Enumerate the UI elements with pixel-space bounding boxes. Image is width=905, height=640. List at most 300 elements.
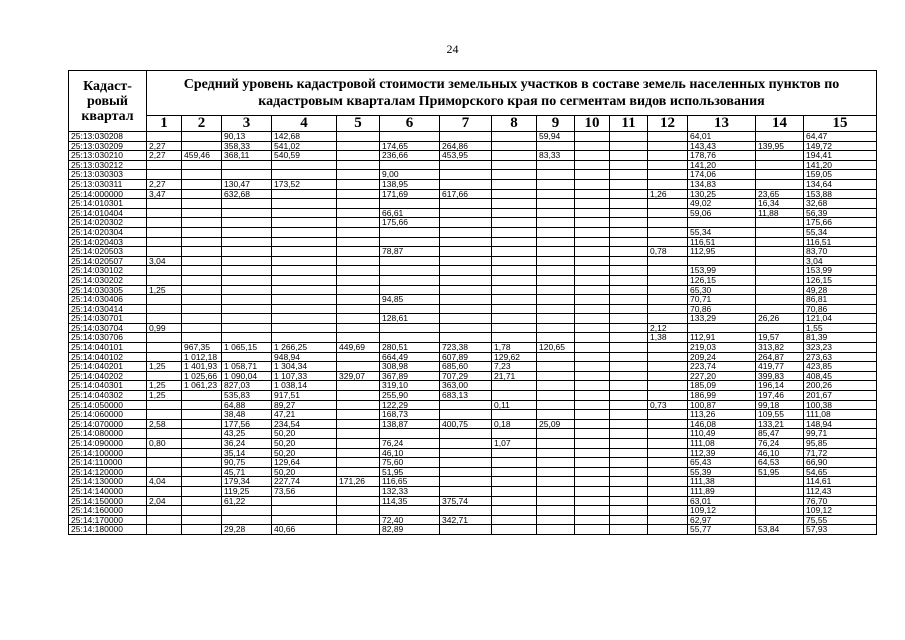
value-cell-segment-13: 133,29 [688,314,756,324]
value-cell-segment-15: 112,43 [804,486,877,496]
value-cell-segment-14: 196,14 [756,381,804,391]
table-body [69,132,877,535]
cadastral-quarter-cell: 25:14:060000 [69,410,147,420]
table-row [69,170,877,180]
table-row [69,506,877,516]
segment-header-8: 8 [492,116,537,132]
table-row [69,256,877,266]
value-cell-segment-15: 95,85 [804,439,877,449]
value-cell-segment-8: 1,07 [492,439,537,449]
value-cell-segment-5 [337,496,380,506]
value-cell-segment-10 [575,208,610,218]
value-cell-segment-2 [182,391,222,401]
value-cell-segment-12 [648,477,688,487]
value-cell-segment-12 [648,295,688,305]
value-cell-segment-2 [182,333,222,343]
value-cell-segment-11 [610,467,648,477]
value-cell-segment-3 [222,227,272,237]
value-cell-segment-4 [272,227,337,237]
value-cell-segment-14 [756,275,804,285]
cadastral-quarter-cell: 25:14:020403 [69,237,147,247]
value-cell-segment-2 [182,218,222,228]
value-cell-segment-8 [492,218,537,228]
value-cell-segment-15: 56,39 [804,208,877,218]
value-cell-segment-7 [440,477,492,487]
value-cell-segment-11 [610,275,648,285]
cadastral-quarter-cell: 25:13:030210 [69,151,147,161]
value-cell-segment-3: 90,75 [222,458,272,468]
cadastral-quarter-cell: 25:14:160000 [69,506,147,516]
value-cell-segment-9 [537,227,575,237]
value-cell-segment-12 [648,285,688,295]
value-cell-segment-7: 617,66 [440,189,492,199]
cadastral-quarter-cell: 25:14:180000 [69,525,147,535]
value-cell-segment-11 [610,525,648,535]
value-cell-segment-6 [380,199,440,209]
value-cell-segment-10 [575,496,610,506]
value-cell-segment-15: 100,38 [804,400,877,410]
segment-header-2: 2 [182,116,222,132]
value-cell-segment-4: 50,20 [272,467,337,477]
value-cell-segment-11 [610,429,648,439]
value-cell-segment-8 [492,314,537,324]
value-cell-segment-7 [440,199,492,209]
value-cell-segment-5 [337,333,380,343]
table-row [69,237,877,247]
value-cell-segment-7 [440,410,492,420]
value-cell-segment-15: 111,08 [804,410,877,420]
value-cell-segment-13: 227,20 [688,371,756,381]
value-cell-segment-9: 120,65 [537,343,575,353]
value-cell-segment-3: 1 090,04 [222,371,272,381]
value-cell-segment-3 [222,247,272,257]
table-row [69,343,877,353]
cadastral-quarter-cell: 25:14:040102 [69,352,147,362]
value-cell-segment-10 [575,448,610,458]
table-row [69,333,877,343]
table-row [69,515,877,525]
value-cell-segment-9 [537,141,575,151]
value-cell-segment-1: 1,25 [147,381,182,391]
value-cell-segment-4 [272,275,337,285]
value-cell-segment-11 [610,439,648,449]
value-cell-segment-5: 329,07 [337,371,380,381]
value-cell-segment-2 [182,458,222,468]
value-cell-segment-13: 65,43 [688,458,756,468]
value-cell-segment-5 [337,275,380,285]
value-cell-segment-9 [537,506,575,516]
value-cell-segment-13: 146,08 [688,419,756,429]
value-cell-segment-8 [492,179,537,189]
value-cell-segment-1 [147,515,182,525]
value-cell-segment-9 [537,323,575,333]
value-cell-segment-2 [182,237,222,247]
value-cell-segment-10 [575,132,610,142]
cadastral-quarter-cell: 25:14:150000 [69,496,147,506]
value-cell-segment-14: 19,57 [756,333,804,343]
value-cell-segment-12 [648,237,688,247]
value-cell-segment-9: 25,09 [537,419,575,429]
value-cell-segment-8 [492,304,537,314]
cadastral-quarter-cell: 25:13:030212 [69,160,147,170]
value-cell-segment-13: 112,91 [688,333,756,343]
table-row [69,247,877,257]
cadastral-quarter-cell: 25:14:020302 [69,218,147,228]
value-cell-segment-3: 35,14 [222,448,272,458]
value-cell-segment-6: 319,10 [380,381,440,391]
value-cell-segment-2 [182,208,222,218]
table-row [69,132,877,142]
value-cell-segment-12 [648,439,688,449]
value-cell-segment-2 [182,486,222,496]
value-cell-segment-14: 99,18 [756,400,804,410]
value-cell-segment-5 [337,189,380,199]
cadastral-quarter-cell: 25:14:170000 [69,515,147,525]
value-cell-segment-11 [610,486,648,496]
value-cell-segment-15: 83,70 [804,247,877,257]
value-cell-segment-1 [147,227,182,237]
segment-header-5: 5 [337,116,380,132]
table-row [69,208,877,218]
value-cell-segment-9 [537,218,575,228]
value-cell-segment-4: 89,27 [272,400,337,410]
value-cell-segment-4 [272,208,337,218]
value-cell-segment-15: 49,28 [804,285,877,295]
table-row [69,179,877,189]
table-row [69,304,877,314]
cadastral-quarter-cell: 25:14:070000 [69,419,147,429]
value-cell-segment-6: 280,51 [380,343,440,353]
value-cell-segment-14: 76,24 [756,439,804,449]
value-cell-segment-7: 375,74 [440,496,492,506]
table-row [69,141,877,151]
value-cell-segment-3: 119,25 [222,486,272,496]
table-row [69,410,877,420]
value-cell-segment-13: 130,25 [688,189,756,199]
value-cell-segment-7 [440,179,492,189]
value-cell-segment-2: 1 012,18 [182,352,222,362]
value-cell-segment-6: 78,87 [380,247,440,257]
table-row [69,199,877,209]
value-cell-segment-1: 0,99 [147,323,182,333]
value-cell-segment-11 [610,132,648,142]
value-cell-segment-6 [380,227,440,237]
value-cell-segment-3: 36,24 [222,439,272,449]
value-cell-segment-6: 9,00 [380,170,440,180]
value-cell-segment-11 [610,199,648,209]
cadastral-quarter-cell: 25:13:030209 [69,141,147,151]
value-cell-segment-1 [147,266,182,276]
value-cell-segment-4: 129,64 [272,458,337,468]
value-cell-segment-3 [222,275,272,285]
value-cell-segment-10 [575,256,610,266]
value-cell-segment-12 [648,208,688,218]
value-cell-segment-13: 109,12 [688,506,756,516]
value-cell-segment-12 [648,170,688,180]
value-cell-segment-1: 2,58 [147,419,182,429]
segment-header-12: 12 [648,116,688,132]
value-cell-segment-7: 683,13 [440,391,492,401]
value-cell-segment-1 [147,333,182,343]
value-cell-segment-8 [492,486,537,496]
value-cell-segment-12 [648,199,688,209]
value-cell-segment-6: 122,29 [380,400,440,410]
value-cell-segment-15: 76,70 [804,496,877,506]
value-cell-segment-15: 159,05 [804,170,877,180]
value-cell-segment-9 [537,486,575,496]
value-cell-segment-1 [147,314,182,324]
value-cell-segment-7 [440,525,492,535]
cadastral-quarter-cell: 25:14:040201 [69,362,147,372]
value-cell-segment-1 [147,170,182,180]
value-cell-segment-13: 153,99 [688,266,756,276]
value-cell-segment-14 [756,285,804,295]
value-cell-segment-12: 0,73 [648,400,688,410]
value-cell-segment-14: 139,95 [756,141,804,151]
value-cell-segment-11 [610,362,648,372]
value-cell-segment-5 [337,295,380,305]
value-cell-segment-12 [648,410,688,420]
value-cell-segment-8 [492,525,537,535]
value-cell-segment-7 [440,467,492,477]
value-cell-segment-15: 200,26 [804,381,877,391]
value-cell-segment-10 [575,381,610,391]
value-cell-segment-9 [537,285,575,295]
segment-header-13: 13 [688,116,756,132]
value-cell-segment-14: 109,55 [756,410,804,420]
cadastral-quarter-cell: 25:13:030303 [69,170,147,180]
value-cell-segment-12 [648,458,688,468]
value-cell-segment-3: 90,13 [222,132,272,142]
value-cell-segment-15: 126,15 [804,275,877,285]
value-cell-segment-6: 132,33 [380,486,440,496]
value-cell-segment-4 [272,515,337,525]
value-cell-segment-4 [272,295,337,305]
value-cell-segment-12 [648,506,688,516]
cadastral-quarter-cell: 25:14:000000 [69,189,147,199]
value-cell-segment-1: 4,04 [147,477,182,487]
value-cell-segment-2 [182,400,222,410]
value-cell-segment-5: 449,69 [337,343,380,353]
value-cell-segment-4 [272,256,337,266]
value-cell-segment-11 [610,151,648,161]
value-cell-segment-4: 173,52 [272,179,337,189]
value-cell-segment-12 [648,304,688,314]
value-cell-segment-11 [610,391,648,401]
value-cell-segment-11 [610,343,648,353]
value-cell-segment-15: 70,86 [804,304,877,314]
value-cell-segment-11 [610,141,648,151]
value-cell-segment-13: 186,99 [688,391,756,401]
value-cell-segment-14 [756,179,804,189]
table-row [69,160,877,170]
value-cell-segment-11 [610,218,648,228]
value-cell-segment-6: 236,66 [380,151,440,161]
value-cell-segment-1 [147,275,182,285]
cadastral-quarter-cell: 25:14:030704 [69,323,147,333]
value-cell-segment-7 [440,132,492,142]
value-cell-segment-14: 419,77 [756,362,804,372]
value-cell-segment-8 [492,333,537,343]
value-cell-segment-14: 51,95 [756,467,804,477]
value-cell-segment-1: 1,25 [147,285,182,295]
value-cell-segment-12 [648,160,688,170]
value-cell-segment-12: 2,12 [648,323,688,333]
value-cell-segment-8 [492,285,537,295]
value-cell-segment-12 [648,515,688,525]
value-cell-segment-8 [492,496,537,506]
segment-header-10: 10 [575,116,610,132]
value-cell-segment-7 [440,227,492,237]
value-cell-segment-9 [537,439,575,449]
value-cell-segment-15: 148,94 [804,419,877,429]
value-cell-segment-3 [222,352,272,362]
value-cell-segment-15: 153,99 [804,266,877,276]
value-cell-segment-10 [575,170,610,180]
value-cell-segment-10 [575,151,610,161]
value-cell-segment-2 [182,141,222,151]
table-row [69,381,877,391]
cadastral-quarter-cell: 25:14:030406 [69,295,147,305]
value-cell-segment-3: 43,25 [222,429,272,439]
value-cell-segment-6 [380,237,440,247]
value-cell-segment-9 [537,515,575,525]
value-cell-segment-8 [492,237,537,247]
value-cell-segment-8 [492,477,537,487]
value-cell-segment-7 [440,429,492,439]
value-cell-segment-5 [337,199,380,209]
value-cell-segment-2: 967,35 [182,343,222,353]
value-cell-segment-7 [440,400,492,410]
value-cell-segment-9 [537,496,575,506]
value-cell-segment-13: 62,97 [688,515,756,525]
value-cell-segment-6: 308,98 [380,362,440,372]
value-cell-segment-8 [492,515,537,525]
value-cell-segment-15: 86,81 [804,295,877,305]
value-cell-segment-4 [272,199,337,209]
value-cell-segment-8 [492,458,537,468]
value-cell-segment-13: 141,20 [688,160,756,170]
value-cell-segment-8 [492,227,537,237]
value-cell-segment-2 [182,515,222,525]
table-row [69,429,877,439]
value-cell-segment-4 [272,247,337,257]
value-cell-segment-5: 171,26 [337,477,380,487]
value-cell-segment-4 [272,189,337,199]
value-cell-segment-6 [380,506,440,516]
value-cell-segment-6: 82,89 [380,525,440,535]
value-cell-segment-2: 1 025,66 [182,371,222,381]
value-cell-segment-14 [756,132,804,142]
value-cell-segment-4: 142,68 [272,132,337,142]
value-cell-segment-5 [337,227,380,237]
value-cell-segment-9 [537,429,575,439]
value-cell-segment-15: 408,45 [804,371,877,381]
value-cell-segment-6 [380,132,440,142]
value-cell-segment-1 [147,304,182,314]
value-cell-segment-7: 342,71 [440,515,492,525]
value-cell-segment-10 [575,419,610,429]
value-cell-segment-2 [182,419,222,429]
value-cell-segment-15: 273,63 [804,352,877,362]
cadastral-quarter-cell: 25:14:100000 [69,448,147,458]
cadastral-quarter-cell: 25:14:030706 [69,333,147,343]
value-cell-segment-5 [337,486,380,496]
value-cell-segment-4 [272,170,337,180]
value-cell-segment-9 [537,247,575,257]
value-cell-segment-4: 1 038,14 [272,381,337,391]
value-cell-segment-11 [610,419,648,429]
value-cell-segment-15: 54,65 [804,467,877,477]
value-cell-segment-7 [440,256,492,266]
value-cell-segment-12 [648,141,688,151]
value-cell-segment-1: 2,04 [147,496,182,506]
value-cell-segment-12: 0,78 [648,247,688,257]
value-cell-segment-13: 174,06 [688,170,756,180]
value-cell-segment-5 [337,439,380,449]
value-cell-segment-9 [537,352,575,362]
value-cell-segment-6 [380,304,440,314]
value-cell-segment-5 [337,525,380,535]
value-cell-segment-7 [440,170,492,180]
value-cell-segment-10 [575,266,610,276]
value-cell-segment-8 [492,199,537,209]
value-cell-segment-14: 64,53 [756,458,804,468]
value-cell-segment-5 [337,285,380,295]
value-cell-segment-8 [492,429,537,439]
value-cell-segment-8 [492,391,537,401]
cadastral-quarter-cell: 25:13:030208 [69,132,147,142]
cadastral-quarter-cell: 25:14:090000 [69,439,147,449]
value-cell-segment-2 [182,323,222,333]
value-cell-segment-14 [756,151,804,161]
value-cell-segment-10 [575,227,610,237]
value-cell-segment-10 [575,295,610,305]
value-cell-segment-8 [492,189,537,199]
value-cell-segment-1: 1,25 [147,391,182,401]
value-cell-segment-3 [222,506,272,516]
cadastral-quarter-cell: 25:14:030202 [69,275,147,285]
value-cell-segment-5 [337,304,380,314]
value-cell-segment-15: 323,23 [804,343,877,353]
value-cell-segment-3: 38,48 [222,410,272,420]
value-cell-segment-8 [492,208,537,218]
value-cell-segment-11 [610,506,648,516]
value-cell-segment-3 [222,285,272,295]
value-cell-segment-8 [492,467,537,477]
value-cell-segment-13 [688,218,756,228]
value-cell-segment-12 [648,486,688,496]
value-cell-segment-5 [337,419,380,429]
value-cell-segment-13: 112,95 [688,247,756,257]
value-cell-segment-15: 32,68 [804,199,877,209]
value-cell-segment-15: 57,93 [804,525,877,535]
cadastral-quarter-cell: 25:14:130000 [69,477,147,487]
table-row [69,295,877,305]
value-cell-segment-5 [337,314,380,324]
value-cell-segment-1 [147,410,182,420]
value-cell-segment-12 [648,352,688,362]
value-cell-segment-8 [492,275,537,285]
value-cell-segment-10 [575,179,610,189]
value-cell-segment-12 [648,343,688,353]
value-cell-segment-14: 11,88 [756,208,804,218]
value-cell-segment-2: 1 061,23 [182,381,222,391]
value-cell-segment-15: 149,72 [804,141,877,151]
value-cell-segment-8 [492,506,537,516]
value-cell-segment-3 [222,266,272,276]
value-cell-segment-3 [222,295,272,305]
